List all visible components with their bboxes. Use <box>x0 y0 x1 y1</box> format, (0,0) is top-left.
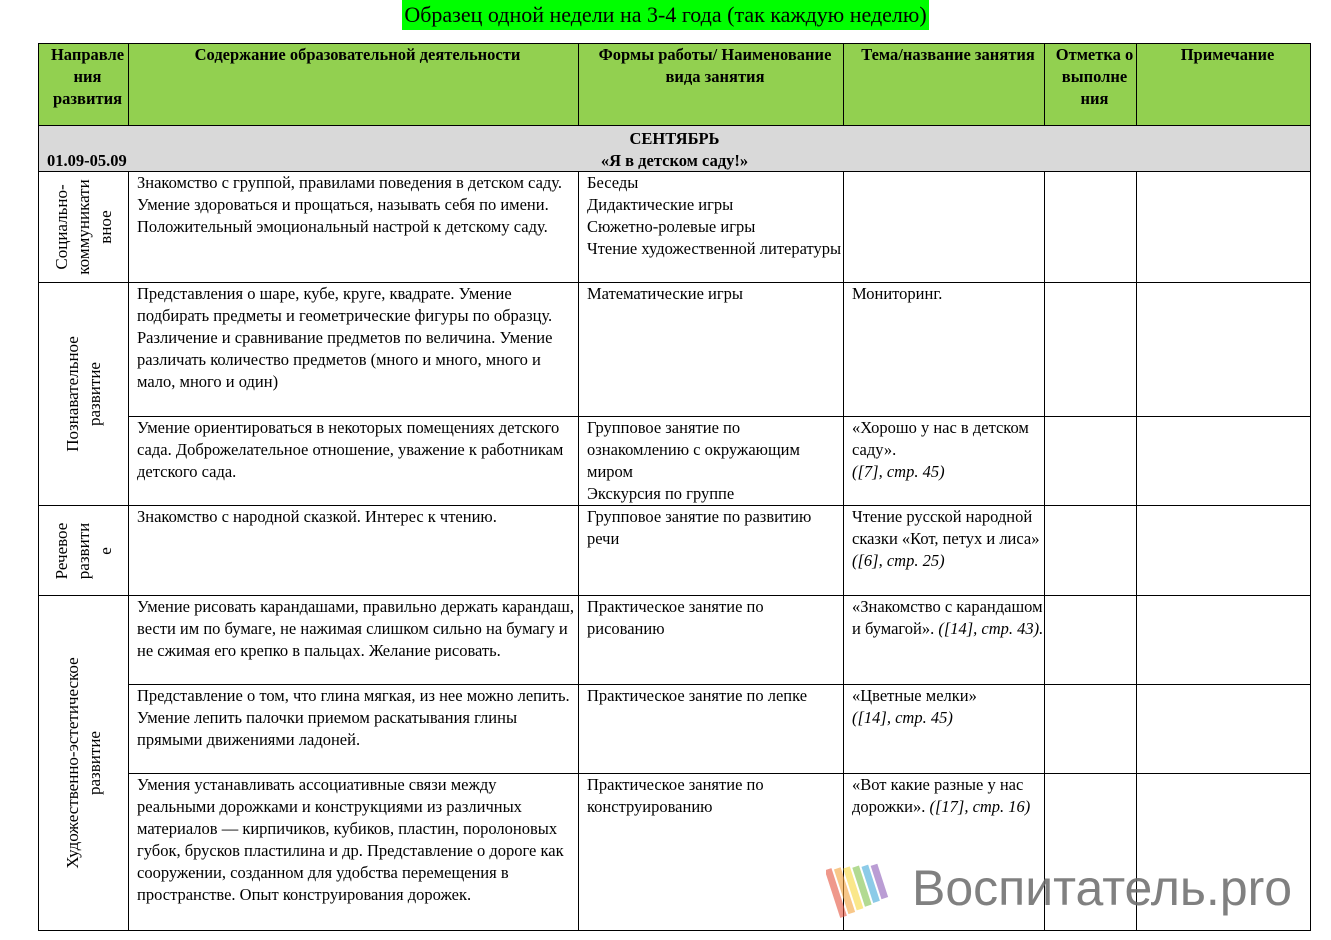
header-forms: Формы работы/ Наименование вида занятия <box>579 44 844 126</box>
note-cell[interactable] <box>1137 506 1311 596</box>
forms-cell: Математические игры <box>579 283 844 417</box>
mark-cell[interactable] <box>1045 506 1137 596</box>
header-topic: Тема/название занятия <box>844 44 1045 126</box>
month-cell <box>39 126 1311 172</box>
content-cell: Умение рисовать карандашами, правильно держать карандаш, вести им по бумаге, не нажимая слишком сильно на бумагу и не сжимая его крепко в пальцах. Желание рисовать. <box>129 596 579 685</box>
watermark-text: Воспитатель.pro <box>912 860 1293 916</box>
header-mark: Отметка о выполне ния <box>1045 44 1137 126</box>
title-wrap <box>0 0 1331 30</box>
direction-cognitive: Познавательное развитие <box>39 283 129 506</box>
topic-cell: «Знакомство с карандашом и бумагой». ([14], стр. 43). <box>844 596 1045 685</box>
topic-reference: ([7], стр. 45) <box>852 462 945 481</box>
mark-cell[interactable] <box>1045 417 1137 506</box>
content-cell: Знакомство с народной сказкой. Интерес к чтению. <box>129 506 579 596</box>
content-cell: Представления о шаре, кубе, круге, квадрате. Умение подбирать предметы и геометрические фигуры по образцу. Различение и сравнивание предметов по величина. Умение различать количество предметов (много и много, много и мало, много и один) <box>129 283 579 417</box>
content-cell: Представление о том, что глина мягкая, из нее можно лепить. Умение лепить палочки приемом раскатывания глины прямыми движениями ладоней. <box>129 685 579 774</box>
topic-cell: Чтение русской народной сказки «Кот, петух и лиса» ([6], стр. 25) <box>844 506 1045 596</box>
mark-cell[interactable] <box>1045 774 1137 931</box>
topic-reference: ([14], стр. 43). <box>938 619 1044 638</box>
topic-cell: «Вот какие разные у нас дорожки». ([17], стр. 16) <box>844 774 1045 931</box>
direction-artistic: Художественно-эстетическое развитие <box>39 596 129 931</box>
month-name: СЕНТЯБРЬ <box>629 129 720 148</box>
header-direction: Направле ния развития <box>39 44 129 126</box>
table-row <box>39 596 1311 685</box>
note-cell[interactable] <box>1137 283 1311 417</box>
content-cell: Умения устанавливать ассоциативные связи между реальными дорожками и конструкциями из различных материалов — кирпичиков, кубиков, пластин, поролоновых губок, брусков пластилина и др. Представление о дороге как сооружении, созданном для удобства перемещения в пространстве. Опыт конструирования дорожек. <box>129 774 579 931</box>
table-row <box>39 172 1311 283</box>
mark-cell[interactable] <box>1045 172 1137 283</box>
topic-reference: ([6], стр. 25) <box>852 551 945 570</box>
table-row <box>39 283 1311 417</box>
month-row <box>39 126 1311 172</box>
topic-cell <box>844 172 1045 283</box>
month-dates: 01.09-05.09 <box>47 151 127 170</box>
direction-social: Социально- коммуникати вное <box>39 172 129 283</box>
note-cell[interactable] <box>1137 774 1311 931</box>
header-row <box>39 44 1311 126</box>
header-content: Содержание образовательной деятельности <box>129 44 579 126</box>
table-row <box>39 417 1311 506</box>
forms-cell: Практическое занятие по рисованию <box>579 596 844 685</box>
note-cell[interactable] <box>1137 417 1311 506</box>
month-theme: «Я в детском саду!» <box>600 151 749 170</box>
forms-cell: Беседы Дидактические игры Сюжетно-ролевые игры Чтение художественной литературы <box>579 172 844 283</box>
table-row <box>39 685 1311 774</box>
topic-reference: ([14], стр. 45) <box>852 708 953 727</box>
note-cell[interactable] <box>1137 172 1311 283</box>
content-cell: Умение ориентироваться в некоторых помещениях детского сада. Доброжелательное отношение, уважение к работникам детского сада. <box>129 417 579 506</box>
forms-cell: Практическое занятие по лепке <box>579 685 844 774</box>
forms-cell: Практическое занятие по конструированию <box>579 774 844 931</box>
table-row <box>39 774 1311 931</box>
topic-cell: Мониторинг. <box>844 283 1045 417</box>
direction-speech: Речевое развити е <box>39 506 129 596</box>
note-cell[interactable] <box>1137 685 1311 774</box>
week-plan-table <box>38 43 1311 931</box>
content-cell: Знакомство с группой, правилами поведения в детском саду. Умение здороваться и прощаться, называть себя по имени. Положительный эмоциональный настрой к детскому саду. <box>129 172 579 283</box>
forms-cell: Групповое занятие по развитию речи <box>579 506 844 596</box>
mark-cell[interactable] <box>1045 596 1137 685</box>
topic-cell: «Цветные мелки» ([14], стр. 45) <box>844 685 1045 774</box>
table-row <box>39 506 1311 596</box>
topic-reference: ([17], стр. 16) <box>929 797 1031 816</box>
page-title: Образец одной недели на 3-4 года (так каждую неделю) <box>402 0 928 30</box>
mark-cell[interactable] <box>1045 685 1137 774</box>
forms-cell: Групповое занятие по ознакомлению с окружающим миром Экскурсия по группе <box>579 417 844 506</box>
header-note: Примечание <box>1137 44 1311 126</box>
mark-cell[interactable] <box>1045 283 1137 417</box>
topic-cell: «Хорошо у нас в детском саду». ([7], стр. 45) <box>844 417 1045 506</box>
note-cell[interactable] <box>1137 596 1311 685</box>
